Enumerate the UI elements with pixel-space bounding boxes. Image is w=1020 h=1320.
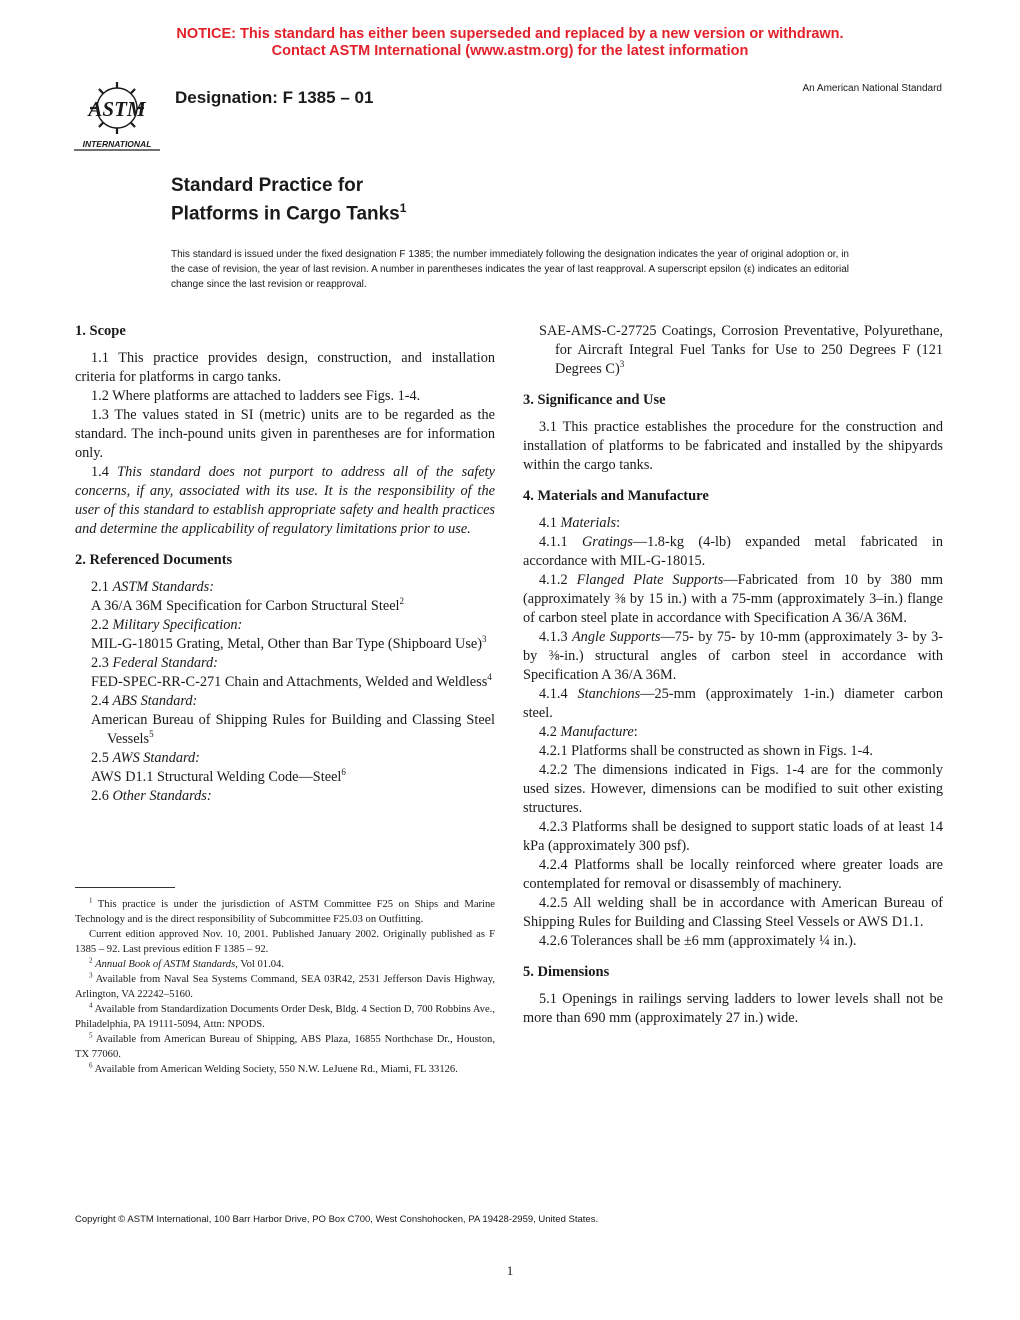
footnote-text: This practice is under the jurisdiction of ASTM Committee F25 on Ships and Marine Technology and is the direct responsibility of Subcommittee F25.03 on Outfitting.: [75, 899, 495, 925]
paragraph-label: Stanchions: [577, 686, 641, 702]
paragraph-4-2-6: 4.2.6 Tolerances shall be ±6 mm (approximately ¼ in.).: [539, 933, 857, 949]
footnote-3: [75, 972, 495, 1002]
paragraph-4-2-5: 4.2.5 All welding shall be in accordance with American Bureau of Shipping Rules for Building and Classing Steel Vessels or AWS D1.1.: [523, 895, 943, 930]
section-heading-significance: 3. Significance and Use: [523, 392, 666, 408]
section-heading-scope: 1. Scope: [75, 323, 126, 339]
reference-text: A 36/A 36M Specification for Carbon Structural Steel: [91, 598, 400, 614]
safety-statement: This standard does not purport to address all of the safety concerns, if any, associated with its use. It is the responsibility of the user of this standard to establish appropriate safety and health practices and determine the applicability of regulatory limitations prior to use.: [75, 464, 495, 537]
subsection-number: 2.4: [91, 693, 109, 709]
reference-aws-d1-1: [75, 768, 495, 787]
notice-banner: [0, 26, 1020, 60]
footnote-number: 2: [89, 956, 93, 965]
paragraph-5-1: 5.1 Openings in railings serving ladders to lower levels shall not be more than 690 mm (approximately 27 in.) wide.: [523, 991, 943, 1026]
right-column: [523, 322, 943, 1028]
left-column: [75, 322, 495, 806]
paragraph-number: 4.1.3: [539, 629, 568, 645]
section-heading-materials: 4. Materials and Manufacture: [523, 488, 709, 504]
footnote-marker: 5: [149, 729, 154, 740]
reference-text: AWS D1.1 Structural Welding Code—Steel: [91, 769, 342, 785]
document-title: [171, 175, 406, 225]
section-heading-dimensions: 5. Dimensions: [523, 964, 610, 980]
paragraph-4-2-3: 4.2.3 Platforms shall be designed to support static loads of at least 14 kPa (approximately 300 psf).: [523, 819, 943, 854]
subsection-label: Federal Standard:: [112, 655, 218, 671]
subsection-label: ABS Standard:: [112, 693, 198, 709]
footnote-book-title: Annual Book of ASTM Standards: [95, 959, 236, 970]
footnote-number: 6: [89, 1061, 93, 1070]
standard-intro-note: This standard is issued under the fixed designation F 1385; the number immediately following the designation indicates the year of original adoption or, in the case of revision, the year of last revision. A number in parentheses indicates the year of last reapproval. A superscript epsilon (ε) indicates an editorial change since the last revision or reapproval.: [171, 249, 849, 290]
page-number: 1: [506, 1263, 514, 1278]
footnote-1-edition: Current edition approved Nov. 10, 2001. Published January 2002. Originally published as F 1385 – 92. Last previous edition F 1385 – 92.: [75, 929, 495, 955]
paragraph-number: 4.1.2: [539, 572, 568, 588]
footnote-text: Available from Standardization Documents Order Desk, Bldg. 4 Section D, 700 Robbins Ave., Philadelphia, PA 19111-5094, Attn: NPODS.: [75, 1004, 495, 1030]
footnote-marker: 3: [482, 634, 487, 645]
reference-sae-ams: [523, 322, 943, 379]
reference-abs-rules: [75, 711, 495, 749]
subsection-number: 2.3: [91, 655, 109, 671]
reference-text: FED-SPEC-RR-C-271 Chain and Attachments, Welded and Weldless: [91, 674, 488, 690]
designation: Designation: F 1385 – 01: [175, 88, 374, 107]
footnote-2: [75, 957, 495, 972]
paragraph-4-1-1: [523, 533, 943, 571]
paragraph-number: 1.4: [91, 464, 109, 480]
american-national-standard-label: An American National Standard: [802, 83, 942, 94]
footnote-text: Available from Naval Sea Systems Command, SEA 03R42, 2531 Jefferson Davis Highway, Arlington, VA 22242–5160.: [75, 974, 495, 1000]
footnote-5: [75, 1032, 495, 1062]
footnotes: [75, 897, 495, 1077]
reference-mil-g-18015: [75, 635, 495, 654]
paragraph-1-4: [75, 463, 495, 539]
paragraph-4-1-2: [523, 571, 943, 628]
footnote-marker: 4: [487, 672, 492, 683]
paragraph-text: —25-mm (approximately 1-in.) diameter carbon steel.: [523, 686, 943, 721]
subsection-number: 2.2: [91, 617, 109, 633]
paragraph-4-1: 4.1 Materials:: [539, 515, 621, 531]
reference-fed-spec: [75, 673, 495, 692]
paragraph-text: —75- by 75- by 10-mm (approximately 3- by 3- by ⅜-in.) structural angles of carbon steel in accordance with Specification A 36/A 36M.: [523, 629, 944, 683]
footnote-text: , Vol 01.04.: [235, 959, 284, 970]
notice-line-2: Contact ASTM International (www.astm.org) for the latest information: [271, 43, 749, 59]
subsection-2-6: [75, 787, 495, 806]
notice-line-1: NOTICE: This standard has either been superseded and replaced by a new version or withdrawn.: [176, 26, 844, 42]
subsection-2-3: [75, 654, 495, 673]
footnote-6: [75, 1062, 495, 1077]
title-footnote-marker: 1: [399, 201, 407, 215]
subsection-label: AWS Standard:: [112, 750, 200, 766]
reference-text: American Bureau of Shipping Rules for Building and Classing Steel Vessels: [91, 712, 495, 747]
reference-text: MIL-G-18015 Grating, Metal, Other than Bar Type (Shipboard Use): [91, 636, 483, 652]
section-heading-referenced-documents: 2. Referenced Documents: [75, 552, 233, 568]
footnote-marker: 3: [619, 359, 625, 370]
paragraph-number: 4.1.4: [539, 686, 568, 702]
paragraph-4-2-2: 4.2.2 The dimensions indicated in Figs. 1-4 are for the commonly used sizes. However, dimensions can be modified to suit other existing structures.: [523, 762, 943, 816]
subsection-2-5: [75, 749, 495, 768]
subsection-number: 2.1: [91, 579, 109, 595]
footnote-number: 3: [89, 971, 93, 980]
paragraph-label: Manufacture: [560, 724, 634, 740]
footnote-text: Available from American Welding Society, 550 N.W. LeJuene Rd., Miami, FL 33126.: [94, 1064, 458, 1075]
paragraph-1-1: 1.1 This practice provides design, construction, and installation criteria for platforms in cargo tanks.: [75, 350, 495, 385]
subsection-2-4: [75, 692, 495, 711]
footnote-1: [75, 897, 495, 927]
footnote-4: [75, 1002, 495, 1032]
paragraph-4-2: 4.2 Manufacture:: [539, 724, 638, 740]
footnote-divider: [75, 887, 175, 888]
paragraph-4-1-4: [523, 685, 943, 723]
paragraph-text: —Fabricated from 10 by 380 mm (approximately ⅜ by 15 in.) with a 75-mm (approximately 3–in.) flange of carbon steel plate in accordance with Specification A 36/A 36M.: [523, 572, 944, 626]
paragraph-label: Angle Supports: [571, 629, 661, 645]
paragraph-4-2-4: 4.2.4 Platforms shall be locally reinforced where greater loads are contemplated for removal or disassembly of machinery.: [523, 857, 943, 892]
paragraph-number: 4.1.1: [539, 534, 568, 550]
subsection-number: 2.6: [91, 788, 109, 804]
footnote-text: Available from American Bureau of Shipping, ABS Plaza, 16855 Northchase Dr., Houston, TX 77060.: [75, 1034, 495, 1060]
logo-word: INTERNATIONAL: [82, 139, 152, 149]
paragraph-number: 4.1: [539, 515, 557, 531]
copyright-line: Copyright © ASTM International, 100 Barr Harbor Drive, PO Box C700, West Conshohocken, PA 19428-2959, United States.: [75, 1214, 599, 1225]
subsection-label: Military Specification:: [112, 617, 243, 633]
subsection-2-2: [75, 616, 495, 635]
title-line-2: Platforms in Cargo Tanks: [171, 203, 400, 225]
footnote-marker: 2: [399, 596, 405, 607]
subsection-2-1: [75, 578, 495, 597]
logo-letters: ASTM: [88, 97, 146, 121]
footnote-number: 4: [89, 1001, 93, 1010]
paragraph-label: Materials: [560, 515, 617, 531]
paragraph-number: 4.2: [539, 724, 557, 740]
title-line-1: Standard Practice for: [171, 175, 364, 196]
subsection-label: Other Standards:: [112, 788, 212, 804]
subsection-label: ASTM Standards:: [112, 579, 214, 595]
paragraph-1-2: 1.2 Where platforms are attached to ladders see Figs. 1-4.: [91, 388, 421, 404]
paragraph-4-1-3: [523, 628, 943, 685]
footnote-number: 5: [89, 1031, 93, 1040]
paragraph-4-2-1: 4.2.1 Platforms shall be constructed as shown in Figs. 1-4.: [539, 743, 873, 759]
astm-logo-icon: [70, 76, 164, 154]
paragraph-text: —1.8-kg (4-lb) expanded metal fabricated in accordance with MIL-G-18015.: [523, 534, 944, 569]
footnote-marker: 6: [341, 767, 346, 778]
reference-text: SAE-AMS-C-27725 Coatings, Corrosion Preventative, Polyurethane, for Aircraft Integral Fuel Tanks for Use to 250 Degrees F (121 Degrees C): [539, 323, 943, 377]
paragraph-label: Flanged Plate Supports: [576, 572, 724, 588]
paragraph-label: Gratings: [581, 534, 633, 550]
paragraph-1-3: 1.3 The values stated in SI (metric) units are to be regarded as the standard. The inch-pound units given in parentheses are for information only.: [75, 407, 495, 461]
paragraph-3-1: 3.1 This practice establishes the procedure for the construction and installation of platforms to be fabricated and installed by the shipyards within the cargo tanks.: [523, 419, 943, 473]
footnote-number: 1: [89, 896, 93, 905]
reference-a36: [75, 597, 495, 616]
subsection-number: 2.5: [91, 750, 109, 766]
